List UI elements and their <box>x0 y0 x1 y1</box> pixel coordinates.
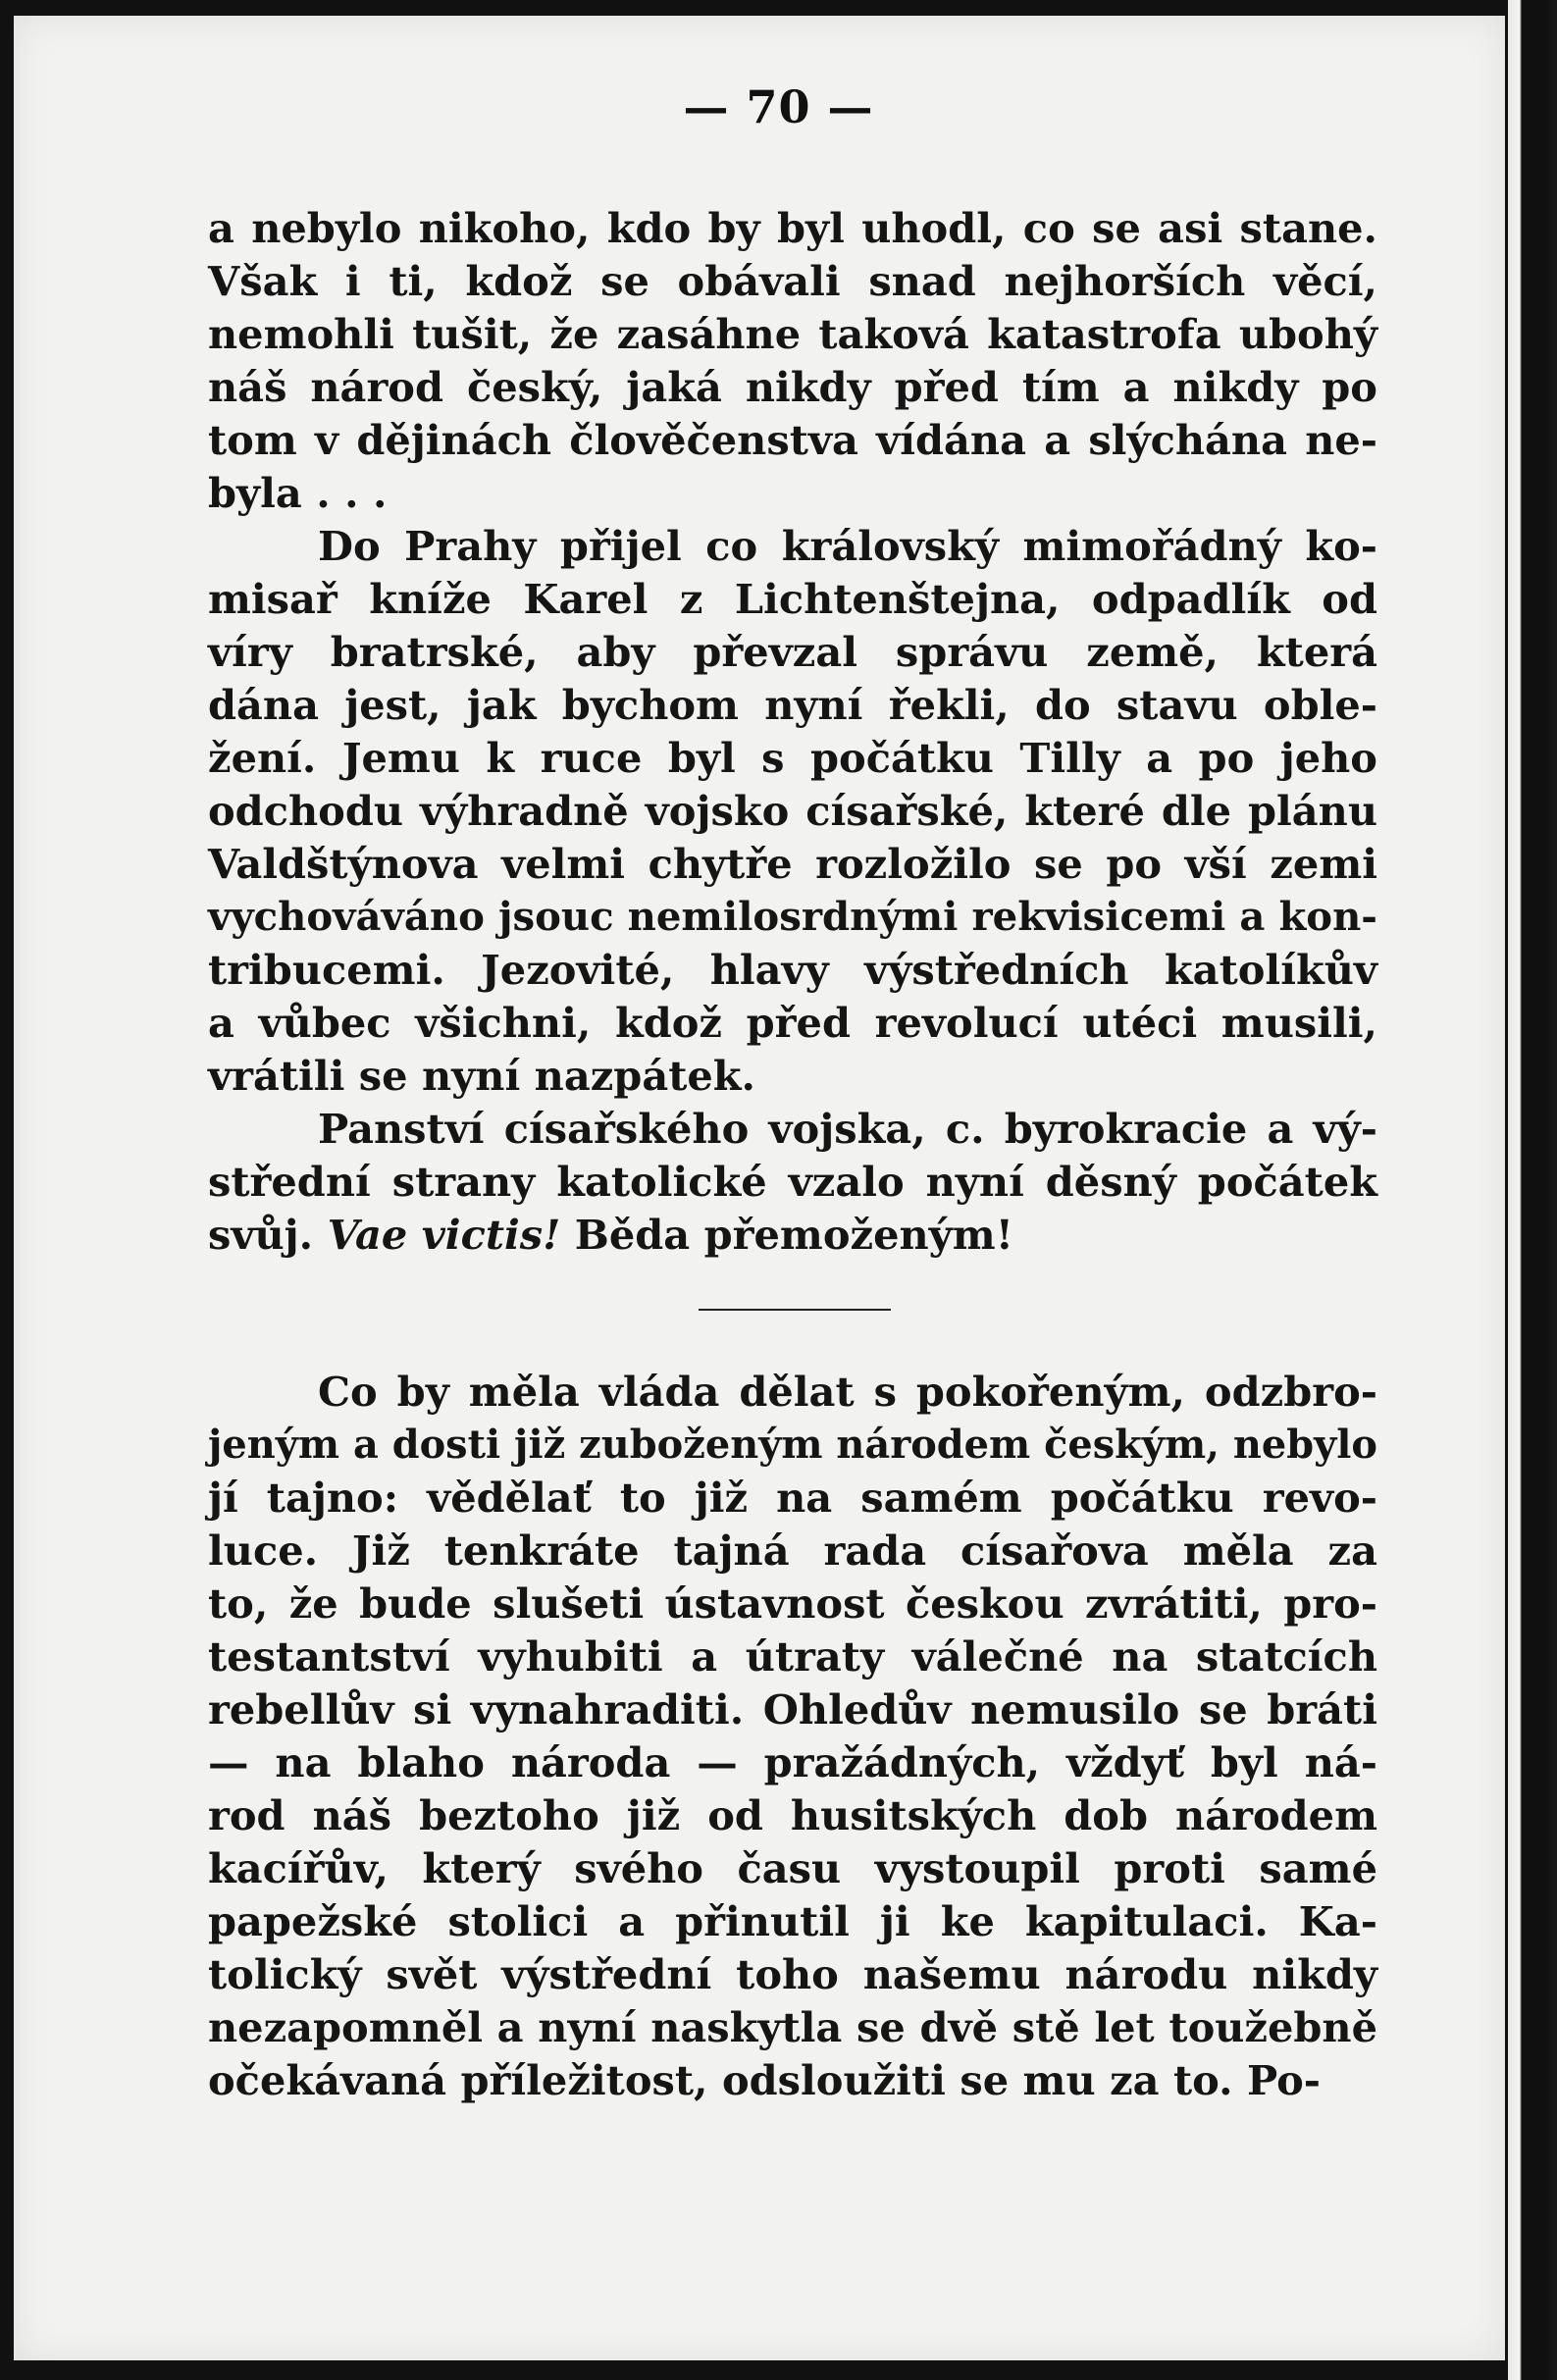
text-line: a nebylo nikoho, kdo by byl uhodl, co se asi stane. <box>208 204 1377 252</box>
text-line: Panství císařského vojska, c. byrokracie a vý- <box>318 1105 1377 1153</box>
text-line: Valdštýnova velmi chytře rozložilo se po vší zemi <box>208 840 1377 888</box>
text-line: luce. Již tenkráte tajná rada císařova měla za <box>208 1526 1377 1575</box>
text-line: vychováváno jsouc nemilosrdnými rekvisicemi a kon- <box>208 894 1377 940</box>
page-edge-shadow <box>1508 0 1557 2380</box>
text-line: testantství vyhubiti a útraty válečné na statcích <box>208 1632 1377 1681</box>
text-line: Však i ti, kdož se obávali snad nejhorších věcí, <box>208 257 1377 305</box>
paragraph-4 <box>208 1366 1377 2107</box>
paragraph-1 <box>208 202 1377 520</box>
text-line: kacířův, který svého času vystoupil proti samé <box>208 1844 1377 1892</box>
section-divider <box>699 1309 891 1311</box>
text-line: misař kníže Karel z Lichtenštejna, odpadlík od <box>208 575 1377 623</box>
latin-phrase: Vae victis! <box>327 1211 561 1259</box>
text-line: tolický svět výstřední toho našemu národu nikdy <box>208 1950 1377 1998</box>
text-line: papežské stolici a přinutil ji ke kapitulaci. Ka- <box>208 1897 1377 1945</box>
text-run: svůj. <box>208 1211 328 1259</box>
text-line: jí tajno: vědělať to již na samém počátku revo- <box>208 1474 1377 1522</box>
text-line: to, že bude slušeti ústavnost českou zvrátiti, pro- <box>208 1579 1377 1628</box>
text-line: a vůbec všichni, kdož před revolucí utéci musili, <box>208 999 1377 1047</box>
text-line: žení. Jemu k ruce byl s počátku Tilly a po jeho <box>208 734 1377 782</box>
text-run: Běda přemoženým! <box>560 1211 1013 1259</box>
text-line: vrátili se nyní nazpátek. <box>208 1052 755 1100</box>
text-line: nemohli tušit, že zasáhne taková katastrofa ubohý <box>208 310 1377 358</box>
text-line: rod náš beztoho již od husitských dob národem <box>208 1791 1377 1839</box>
text-line: Do Prahy přijel co královský mimořádný ko- <box>318 522 1377 570</box>
paragraph-2 <box>208 520 1377 1103</box>
text-line: dána jest, jak bychom nyní řekli, do stavu oble- <box>208 681 1377 729</box>
text-line: střední strany katolické vzalo nyní děsný počátek <box>208 1158 1377 1206</box>
text-line: náš národ český, jaká nikdy před tím a nikdy po <box>208 363 1377 411</box>
text-line-mixed <box>208 1209 1377 1262</box>
text-line: očekávaná příležitost, odsloužiti se mu za to. Po- <box>208 2056 1321 2104</box>
text-line: odchodu výhradně vojsko císařské, které dle plánu <box>208 787 1377 835</box>
paragraph-3 <box>208 1103 1377 1262</box>
page-number: — 70 — <box>683 80 874 133</box>
text-line: nezapomněl a nyní naskytla se dvě stě let toužebně <box>208 2003 1377 2051</box>
text-line: rebellův si vynahraditi. Ohledův nemusilo se bráti <box>208 1685 1377 1733</box>
text-line: — na blaho národa — pražádných, vždyť byl ná- <box>208 1738 1377 1786</box>
text-line: byla . . . <box>208 469 388 517</box>
text-line: víry bratrské, aby převzal správu země, která <box>208 628 1377 676</box>
text-line: Co by měla vláda dělat s pokořeným, odzbro- <box>318 1368 1377 1416</box>
text-line: tom v dějinách člověčenstva vídána a slýchána ne- <box>208 416 1377 464</box>
text-line: tribucemi. Jezovité, hlavy výstředních katolíkův <box>208 946 1377 994</box>
text-line: jeným a dosti již zuboženým národem českým, nebylo <box>208 1423 1377 1468</box>
